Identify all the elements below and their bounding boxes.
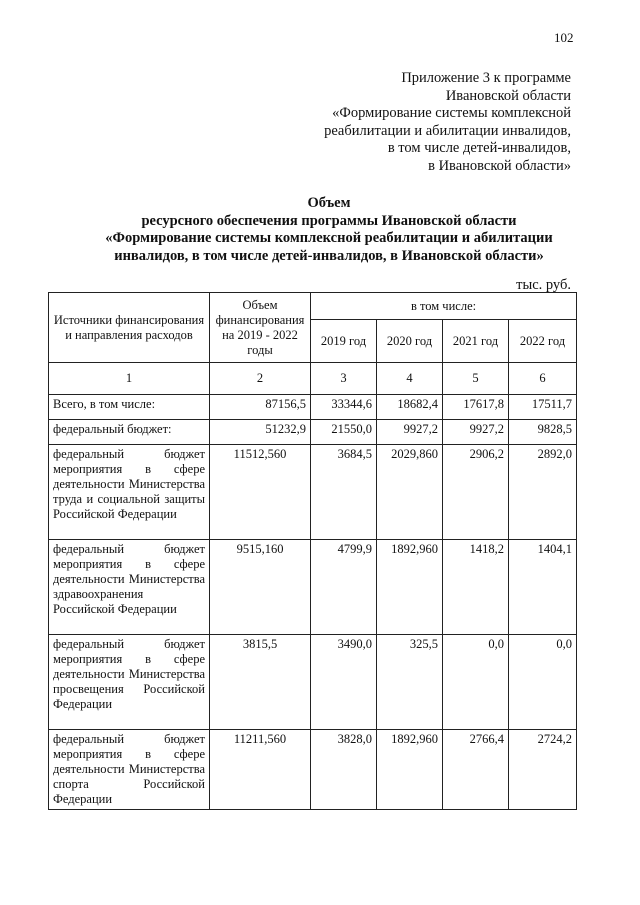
title-line: «Формирование системы комплексной реабилитации и абилитации bbox=[105, 230, 553, 246]
row-value: 33344,6 bbox=[311, 395, 377, 420]
row-source: федеральный бюджет: bbox=[49, 420, 210, 445]
row-value: 2892,0 bbox=[509, 445, 577, 540]
appendix-line: реабилитации и абилитации инвалидов, bbox=[324, 122, 571, 139]
table-row bbox=[49, 395, 577, 420]
appendix-line: «Формирование системы комплексной bbox=[332, 105, 571, 121]
row-value: 9515,160 bbox=[210, 540, 311, 635]
row-value: 21550,0 bbox=[311, 420, 377, 445]
row-value: 3815,5 bbox=[210, 635, 311, 730]
appendix-note bbox=[324, 70, 571, 175]
row-value: 325,5 bbox=[377, 635, 443, 730]
row-value: 9927,2 bbox=[443, 420, 509, 445]
budget-table bbox=[48, 292, 577, 810]
table-row bbox=[49, 445, 577, 540]
row-source: федеральный бюджет мероприятия в сфере деятельности Министерства просвещения Российской Федерации bbox=[49, 635, 210, 730]
index-cell: 2 bbox=[210, 363, 311, 395]
row-value: 11211,560 bbox=[210, 730, 311, 810]
row-value: 1418,2 bbox=[443, 540, 509, 635]
document-title bbox=[40, 195, 618, 265]
row-value: 18682,4 bbox=[377, 395, 443, 420]
title-line: Объем bbox=[307, 195, 351, 211]
appendix-line: Ивановской области bbox=[445, 87, 571, 104]
header-year: 2021 год bbox=[443, 320, 509, 363]
header-row bbox=[49, 293, 577, 320]
row-source: федеральный бюджет мероприятия в сфере деятельности Министерства труда и социальной защиты Российской Федерации bbox=[49, 445, 210, 540]
index-cell: 5 bbox=[443, 363, 509, 395]
index-cell: 4 bbox=[377, 363, 443, 395]
header-year: 2019 год bbox=[311, 320, 377, 363]
header-including: в том числе: bbox=[311, 293, 577, 320]
row-value: 17511,7 bbox=[509, 395, 577, 420]
row-value: 3828,0 bbox=[311, 730, 377, 810]
table-row bbox=[49, 540, 577, 635]
header-year: 2020 год bbox=[377, 320, 443, 363]
row-value: 0,0 bbox=[443, 635, 509, 730]
index-cell: 3 bbox=[311, 363, 377, 395]
row-value: 9927,2 bbox=[377, 420, 443, 445]
row-value: 3490,0 bbox=[311, 635, 377, 730]
index-cell: 1 bbox=[49, 363, 210, 395]
appendix-line: Приложение 3 к программе bbox=[401, 70, 571, 86]
header-source: Источники финансирования и направления расходов bbox=[49, 293, 210, 363]
units-label: тыс. руб. bbox=[516, 277, 571, 293]
row-source: федеральный бюджет мероприятия в сфере деятельности Министерства спорта Российской Федерации bbox=[49, 730, 210, 810]
header-volume: Объем финансирования на 2019 - 2022 годы bbox=[210, 293, 311, 363]
page-number: 102 bbox=[554, 30, 574, 45]
header-year: 2022 год bbox=[509, 320, 577, 363]
title-line: инвалидов, в том числе детей-инвалидов, в Ивановской области» bbox=[114, 247, 544, 264]
row-value: 3684,5 bbox=[311, 445, 377, 540]
row-value: 0,0 bbox=[509, 635, 577, 730]
row-value: 1892,960 bbox=[377, 540, 443, 635]
row-value: 2906,2 bbox=[443, 445, 509, 540]
table-row bbox=[49, 635, 577, 730]
index-cell: 6 bbox=[509, 363, 577, 395]
row-value: 11512,560 bbox=[210, 445, 311, 540]
row-value: 17617,8 bbox=[443, 395, 509, 420]
row-value: 9828,5 bbox=[509, 420, 577, 445]
row-value: 2766,4 bbox=[443, 730, 509, 810]
index-row bbox=[49, 363, 577, 395]
row-value: 87156,5 bbox=[210, 395, 311, 420]
row-value: 2724,2 bbox=[509, 730, 577, 810]
row-value: 1892,960 bbox=[377, 730, 443, 810]
row-value: 4799,9 bbox=[311, 540, 377, 635]
table-row bbox=[49, 730, 577, 810]
appendix-line: в Ивановской области» bbox=[428, 157, 571, 174]
row-value: 2029,860 bbox=[377, 445, 443, 540]
row-source: федеральный бюджет мероприятия в сфере деятельности Министерства здравоохранения Российской Федерации bbox=[49, 540, 210, 635]
row-value: 1404,1 bbox=[509, 540, 577, 635]
title-line: ресурсного обеспечения программы Ивановской области bbox=[141, 212, 517, 229]
appendix-line: в том числе детей-инвалидов, bbox=[387, 140, 571, 156]
table-row bbox=[49, 420, 577, 445]
row-value: 51232,9 bbox=[210, 420, 311, 445]
row-source: Всего, в том числе: bbox=[49, 395, 210, 420]
